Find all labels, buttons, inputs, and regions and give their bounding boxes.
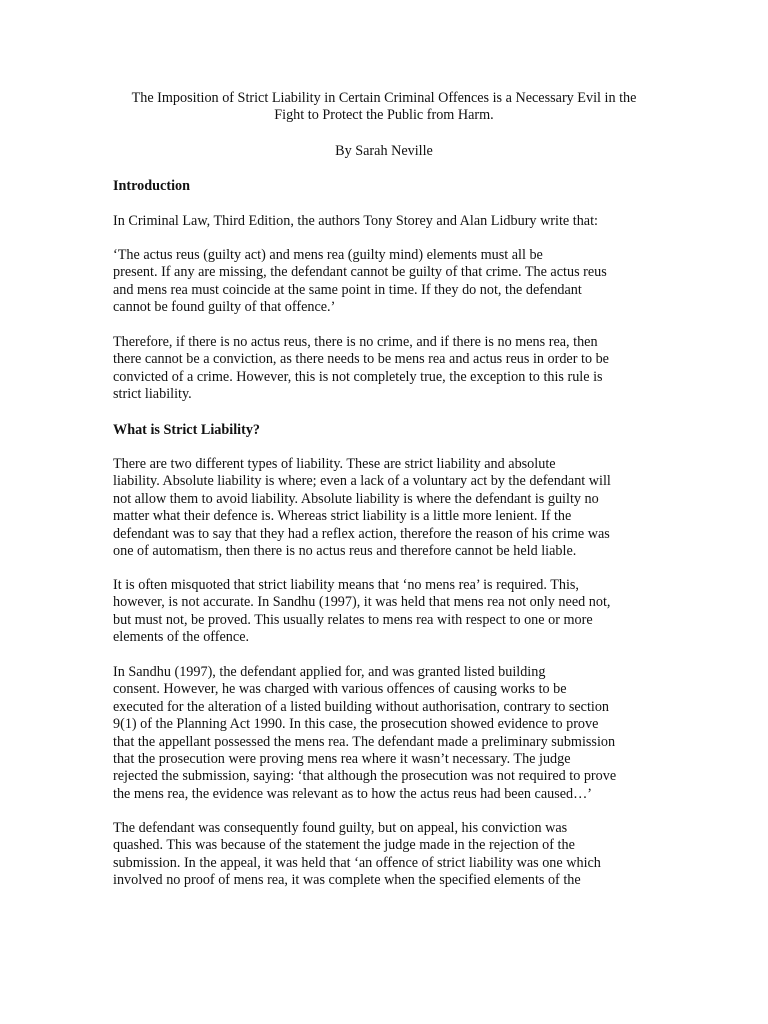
paragraph-line: rejected the submission, saying: ‘that although the prosecution was not required to prove (113, 768, 617, 785)
paragraph-line: In Criminal Law, Third Edition, the authors Tony Storey and Alan Lidbury write that: (113, 213, 598, 229)
paragraph-line: defendant was to say that they had a reflex action, therefore the reason of his crime was (113, 525, 610, 542)
paragraph-line: one of automatism, then there is no actus reus and therefore cannot be held liable. (113, 543, 577, 560)
paragraph-line: the mens rea, the evidence was relevant as to how the actus reus had been caused…’ (113, 785, 593, 802)
title-line: The Imposition of Strict Liability in Certain Criminal Offences is a Necessary Evil in the (131, 90, 637, 106)
paragraph-line: strict liability. (113, 386, 192, 403)
paragraph-line: present. If any are missing, the defendant cannot be guilty of that crime. The actus reus (113, 264, 607, 281)
paragraph-line: There are two different types of liability. These are strict liability and absolute (113, 456, 556, 472)
document-title (100, 90, 668, 124)
paragraph (113, 664, 655, 803)
paragraph-line: but must not, be proved. This usually relates to mens rea with respect to one or more (113, 611, 593, 628)
paragraph-line: cannot be found guilty of that offence.’ (113, 299, 336, 316)
paragraph-line: consent. However, he was charged with various offences of causing works to be (113, 681, 567, 698)
author-byline: By Sarah Neville (335, 143, 433, 159)
paragraph (113, 577, 655, 647)
title-line: Fight to Protect the Public from Harm. (274, 107, 494, 123)
paragraph-line: elements of the offence. (113, 629, 250, 646)
paragraph-line: 9(1) of the Planning Act 1990. In this case, the prosecution showed evidence to prove (113, 716, 599, 733)
heading-what-is-strict-liability: What is Strict Liability? (113, 422, 261, 438)
paragraph (113, 456, 655, 560)
paragraph-line: involved no proof of mens rea, it was complete when the specified elements of the (113, 872, 581, 889)
paragraph-line: that the appellant possessed the mens rea. The defendant made a preliminary submission (113, 733, 616, 750)
quote-paragraph (113, 247, 655, 317)
paragraph-line: not allow them to avoid liability. Absolute liability is where the defendant is guilty no (113, 490, 599, 507)
paragraph (113, 820, 655, 890)
paragraph-line: It is often misquoted that strict liability means that ‘no mens rea’ is required. This, (113, 577, 579, 593)
paragraph-line: there cannot be a conviction, as there needs to be mens rea and actus reus in order to be (113, 351, 609, 368)
paragraph-line: In Sandhu (1997), the defendant applied for, and was granted listed building (113, 664, 546, 680)
paragraph-line: however, is not accurate. In Sandhu (1997), it was held that mens rea not only need not, (113, 594, 611, 611)
paragraph-line: The defendant was consequently found guilty, but on appeal, his conviction was (113, 820, 568, 836)
paragraph-line: and mens rea must coincide at the same point in time. If they do not, the defendant (113, 281, 582, 298)
paragraph (113, 334, 655, 404)
paragraph-line: liability. Absolute liability is where; even a lack of a voluntary act by the defendant will (113, 473, 611, 490)
paragraph (113, 213, 655, 230)
paragraph-line: matter what their defence is. Whereas strict liability is a little more lenient. If the (113, 508, 572, 525)
paragraph-line: Therefore, if there is no actus reus, there is no crime, and if there is no mens rea, then (113, 334, 598, 350)
paragraph-line: quashed. This was because of the statement the judge made in the rejection of the (113, 837, 575, 854)
paragraph-line: executed for the alteration of a listed building without authorisation, contrary to section (113, 698, 610, 715)
paragraph-line: submission. In the appeal, it was held that ‘an offence of strict liability was one which (113, 854, 601, 871)
paragraph-line: that the prosecution were proving mens rea where it wasn’t necessary. The judge (113, 751, 571, 768)
paragraph-line: ‘The actus reus (guilty act) and mens rea (guilty mind) elements must all be (113, 247, 543, 263)
paragraph-line: convicted of a crime. However, this is not completely true, the exception to this rule is (113, 368, 603, 385)
heading-introduction: Introduction (113, 178, 190, 194)
